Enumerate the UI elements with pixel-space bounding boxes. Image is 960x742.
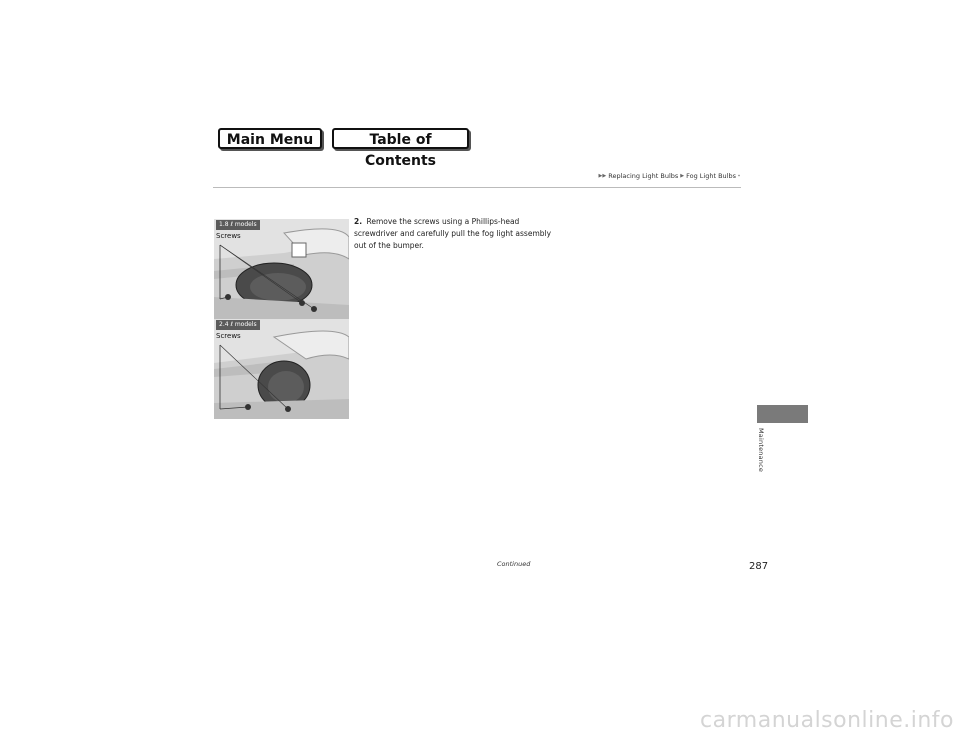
section-tab[interactable]: [757, 405, 808, 423]
fog-light-figure-1: [214, 219, 349, 319]
fog-light-figure-2: [214, 319, 349, 419]
breadcrumb-link-replacing-bulbs[interactable]: Replacing Light Bulbs: [608, 172, 679, 180]
breadcrumb-current-fog-light: Fog Light Bulbs: [686, 172, 736, 180]
figure-model-tag: 2.4 ℓ models: [216, 320, 260, 330]
page-number: 287: [749, 561, 769, 572]
figure-callout-label: Screws: [216, 332, 241, 340]
instruction-step: [354, 216, 554, 252]
figure-callout-label: Screws: [216, 232, 241, 240]
breadcrumb-marker: *: [738, 173, 740, 179]
step-text: Remove the screws using a Phillips-head screwdriver and carefully pull the fog light assembly out of the bumper.: [354, 217, 552, 250]
section-tab-label: Maintenance: [757, 428, 765, 473]
watermark: carmanualsonline.info: [700, 708, 954, 733]
breadcrumb: [599, 172, 740, 180]
continued-label: Continued: [497, 560, 531, 568]
step-number: 2.: [354, 217, 363, 226]
breadcrumb-arrow-icon: ▶▶: [598, 173, 607, 179]
header-divider: [213, 187, 741, 188]
main-menu-button[interactable]: Main Menu: [218, 128, 322, 149]
breadcrumb-arrow-icon: ▶: [680, 173, 685, 179]
figure-model-tag: 1.8 ℓ models: [216, 220, 260, 230]
table-of-contents-button[interactable]: Table of Contents: [332, 128, 469, 149]
